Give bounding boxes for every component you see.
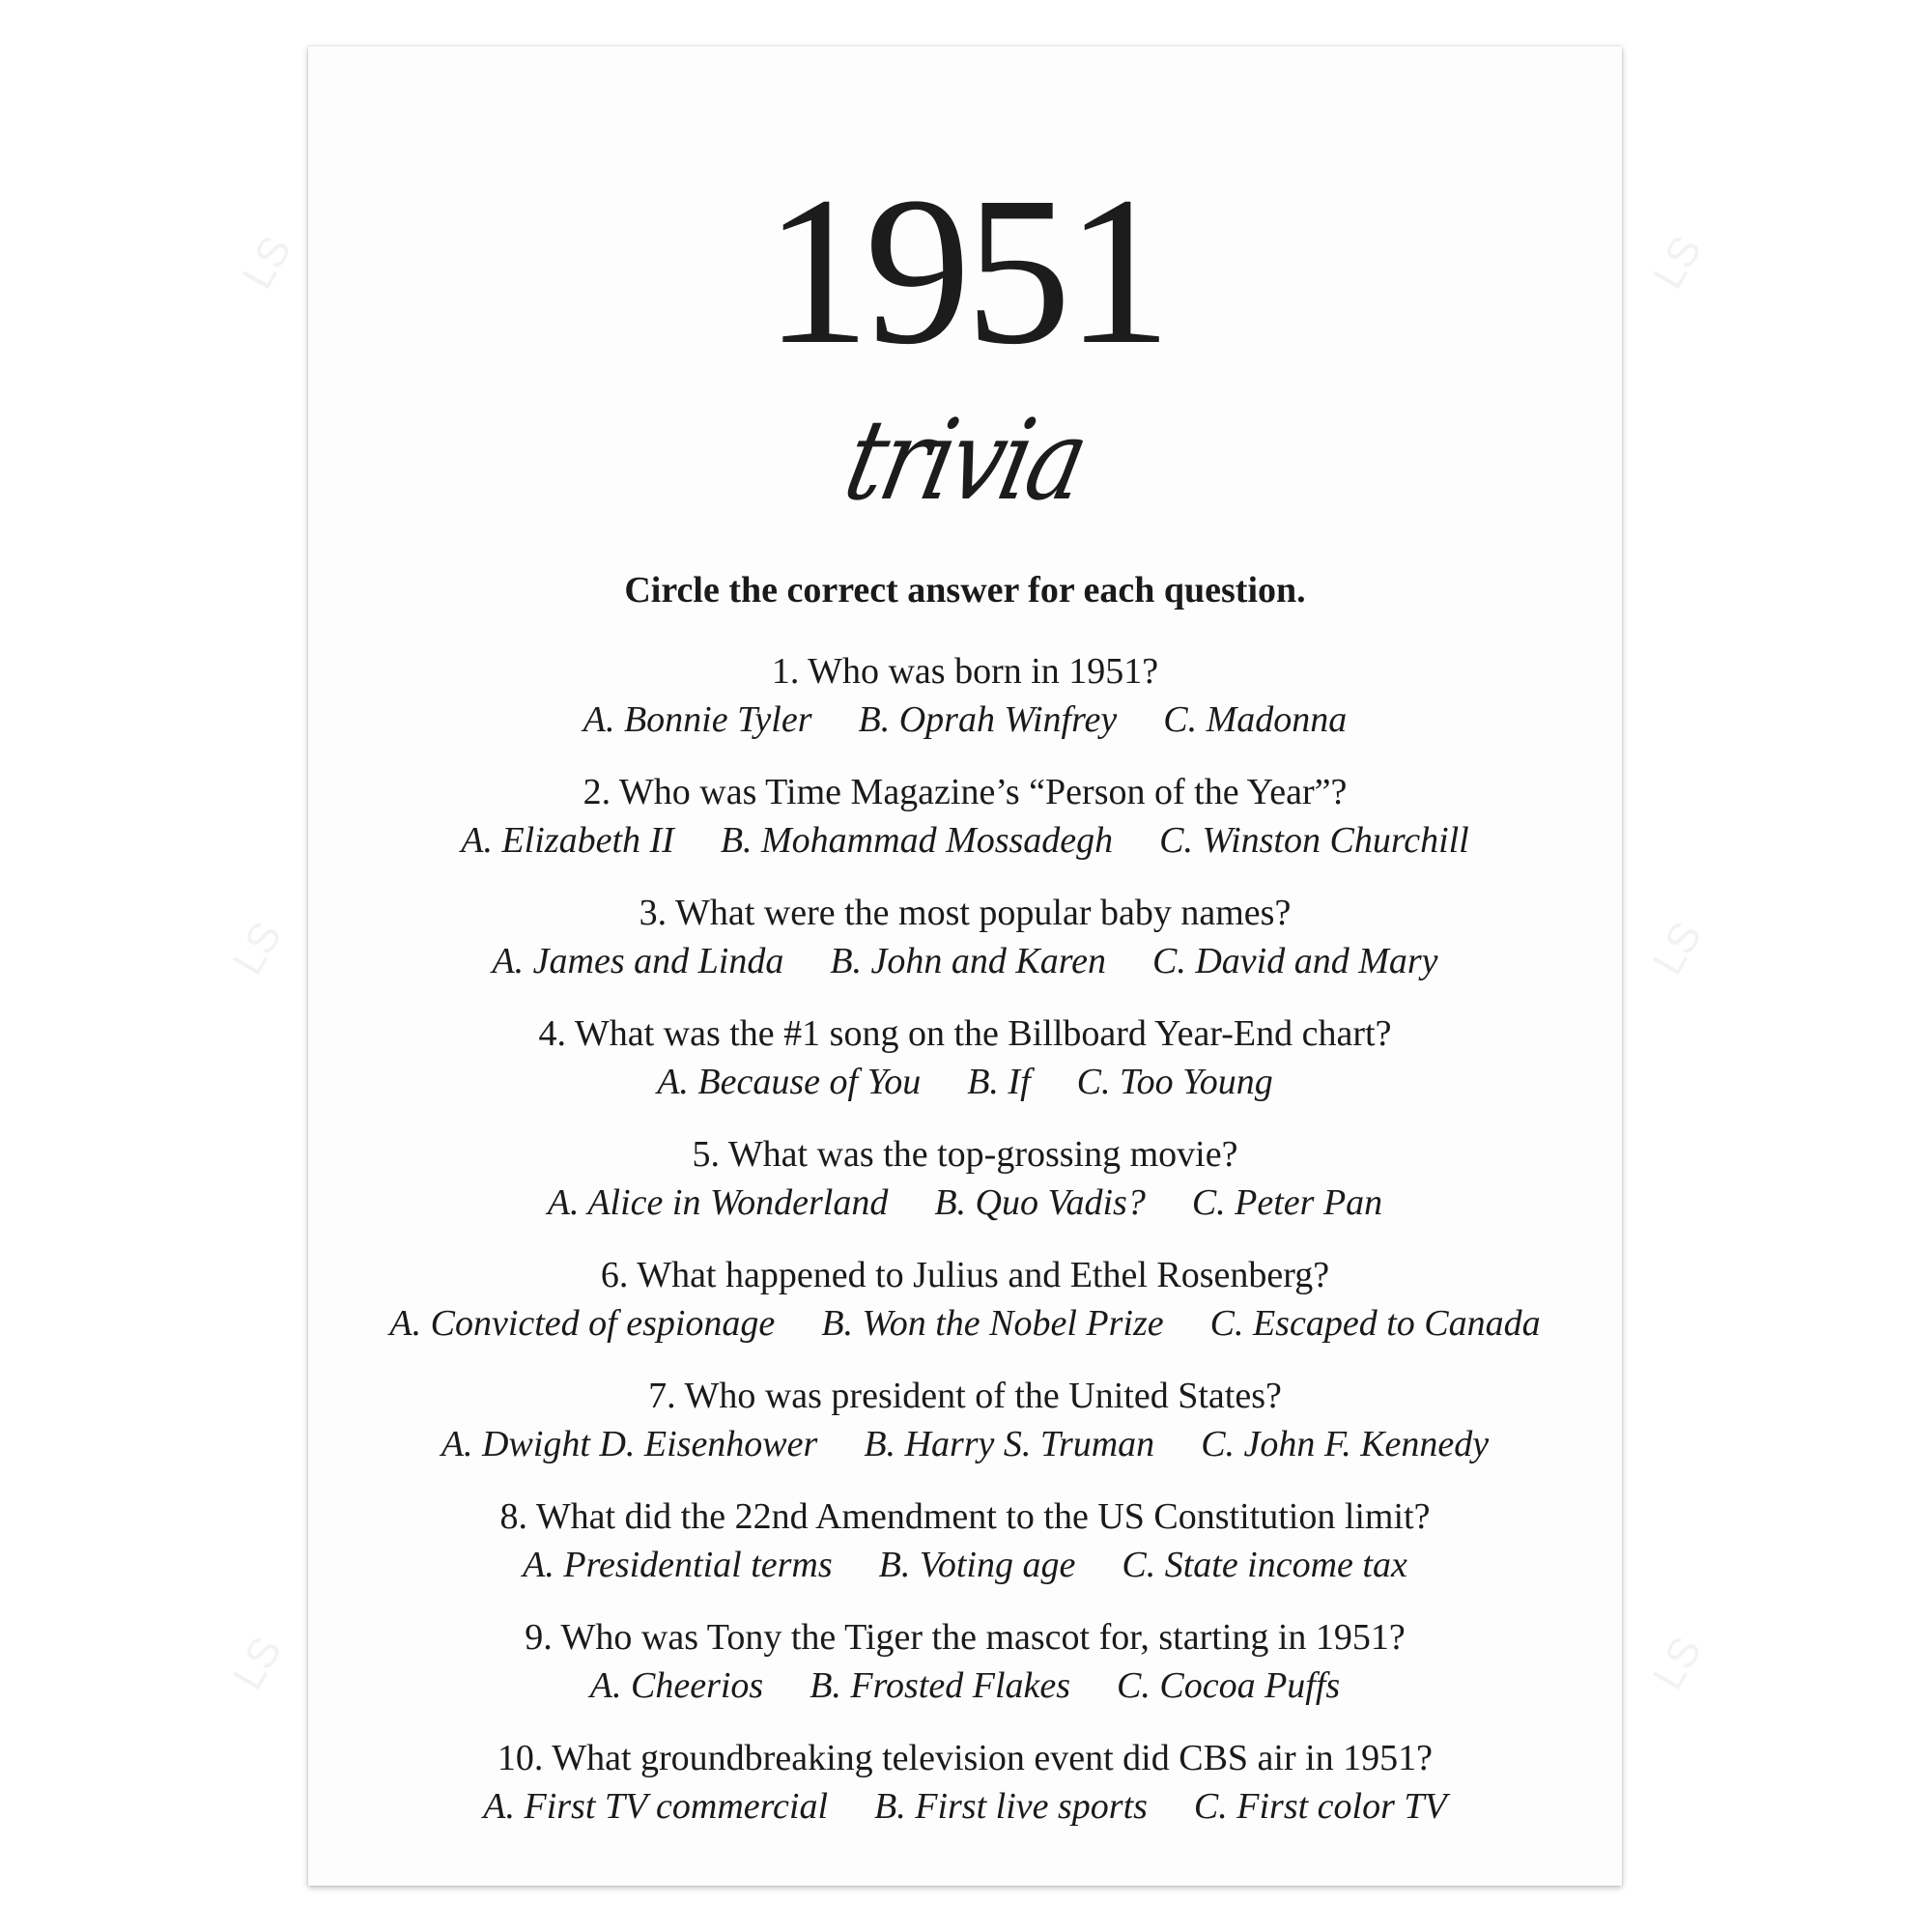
question-list	[308, 647, 1622, 1855]
answer-options	[308, 937, 1622, 985]
answer-option[interactable]: A. Elizabeth II	[461, 820, 674, 861]
answer-option[interactable]: A. Cheerios	[589, 1665, 764, 1706]
answer-option[interactable]: C. John F. Kennedy	[1201, 1424, 1490, 1464]
watermark: LS	[1643, 1629, 1712, 1698]
question-block	[308, 647, 1622, 768]
answer-option[interactable]: B. John and Karen	[830, 941, 1106, 981]
question-text: 6. What happened to Julius and Ethel Rosenberg?	[600, 1255, 1330, 1295]
answer-option[interactable]: A. Because of You	[657, 1062, 922, 1102]
answer-option[interactable]: B. Voting age	[878, 1545, 1076, 1585]
question-block	[308, 768, 1622, 889]
question-block	[308, 1613, 1622, 1734]
answer-options	[308, 696, 1622, 744]
answer-option[interactable]: C. Escaped to Canada	[1209, 1303, 1541, 1344]
answer-option[interactable]: B. Quo Vadis?	[934, 1182, 1146, 1223]
question-block	[308, 889, 1622, 1009]
question-text: 10. What groundbreaking television event did CBS air in 1951?	[497, 1738, 1434, 1778]
instructions: Circle the correct answer for each question.	[624, 570, 1306, 611]
title-script: trivia	[835, 396, 1096, 526]
question-text: 4. What was the #1 song on the Billboard Year-End chart?	[538, 1013, 1392, 1054]
answer-option[interactable]: B. If	[967, 1062, 1031, 1102]
answer-option[interactable]: B. First live sports	[874, 1786, 1148, 1827]
watermark: LS	[233, 228, 301, 298]
answer-option[interactable]: B. Harry S. Truman	[864, 1424, 1155, 1464]
answer-option[interactable]: A. James and Linda	[492, 941, 784, 981]
question-block	[308, 1130, 1622, 1251]
answer-options	[308, 1782, 1622, 1831]
answer-options	[308, 1541, 1622, 1589]
answer-option[interactable]: A. First TV commercial	[483, 1786, 829, 1827]
answer-option[interactable]: A. Dwight D. Eisenhower	[440, 1424, 818, 1464]
watermark: LS	[223, 914, 292, 983]
answer-option[interactable]: C. Cocoa Puffs	[1117, 1665, 1341, 1706]
question-block	[308, 1372, 1622, 1492]
answer-option[interactable]: A. Presidential terms	[523, 1545, 833, 1585]
answer-option[interactable]: C. Too Young	[1076, 1062, 1273, 1102]
answer-option[interactable]: A. Convicted of espionage	[389, 1303, 776, 1344]
question-text: 1. Who was born in 1951?	[771, 651, 1159, 692]
watermark: LS	[1643, 914, 1712, 983]
title-year: 1951	[764, 153, 1166, 388]
question-text: 8. What did the 22nd Amendment to the US Constitution limit?	[499, 1496, 1431, 1537]
question-block	[308, 1492, 1622, 1613]
answer-options	[308, 1179, 1622, 1227]
question-text: 7. Who was president of the United States?	[648, 1376, 1282, 1416]
question-block	[308, 1734, 1622, 1855]
answer-options	[308, 1299, 1622, 1348]
answer-option[interactable]: C. David and Mary	[1152, 941, 1438, 981]
watermark: LS	[1643, 228, 1712, 298]
question-text: 9. Who was Tony the Tiger the mascot for, starting in 1951?	[525, 1617, 1406, 1658]
answer-option[interactable]: C. Winston Churchill	[1159, 820, 1469, 861]
answer-option[interactable]: A. Alice in Wonderland	[547, 1182, 889, 1223]
answer-option[interactable]: B. Oprah Winfrey	[858, 699, 1118, 740]
question-block	[308, 1251, 1622, 1372]
answer-option[interactable]: C. State income tax	[1122, 1545, 1407, 1585]
question-text: 2. Who was Time Magazine’s “Person of the Year”?	[582, 772, 1348, 812]
answer-option[interactable]: C. First color TV	[1193, 1786, 1447, 1827]
question-text: 5. What was the top-grossing movie?	[692, 1134, 1238, 1175]
answer-option[interactable]: B. Mohammad Mossadegh	[720, 820, 1114, 861]
watermark: LS	[223, 1629, 292, 1698]
question-text: 3. What were the most popular baby names?	[639, 893, 1292, 933]
answer-options	[308, 1662, 1622, 1710]
answer-options	[308, 1420, 1622, 1468]
answer-option[interactable]: C. Madonna	[1163, 699, 1348, 740]
answer-option[interactable]: B. Won the Nobel Prize	[821, 1303, 1164, 1344]
answer-options	[308, 1058, 1622, 1106]
answer-option[interactable]: A. Bonnie Tyler	[582, 699, 812, 740]
answer-options	[308, 816, 1622, 865]
answer-option[interactable]: B. Frosted Flakes	[810, 1665, 1071, 1706]
trivia-sheet	[308, 46, 1622, 1886]
answer-option[interactable]: C. Peter Pan	[1191, 1182, 1383, 1223]
question-block	[308, 1009, 1622, 1130]
